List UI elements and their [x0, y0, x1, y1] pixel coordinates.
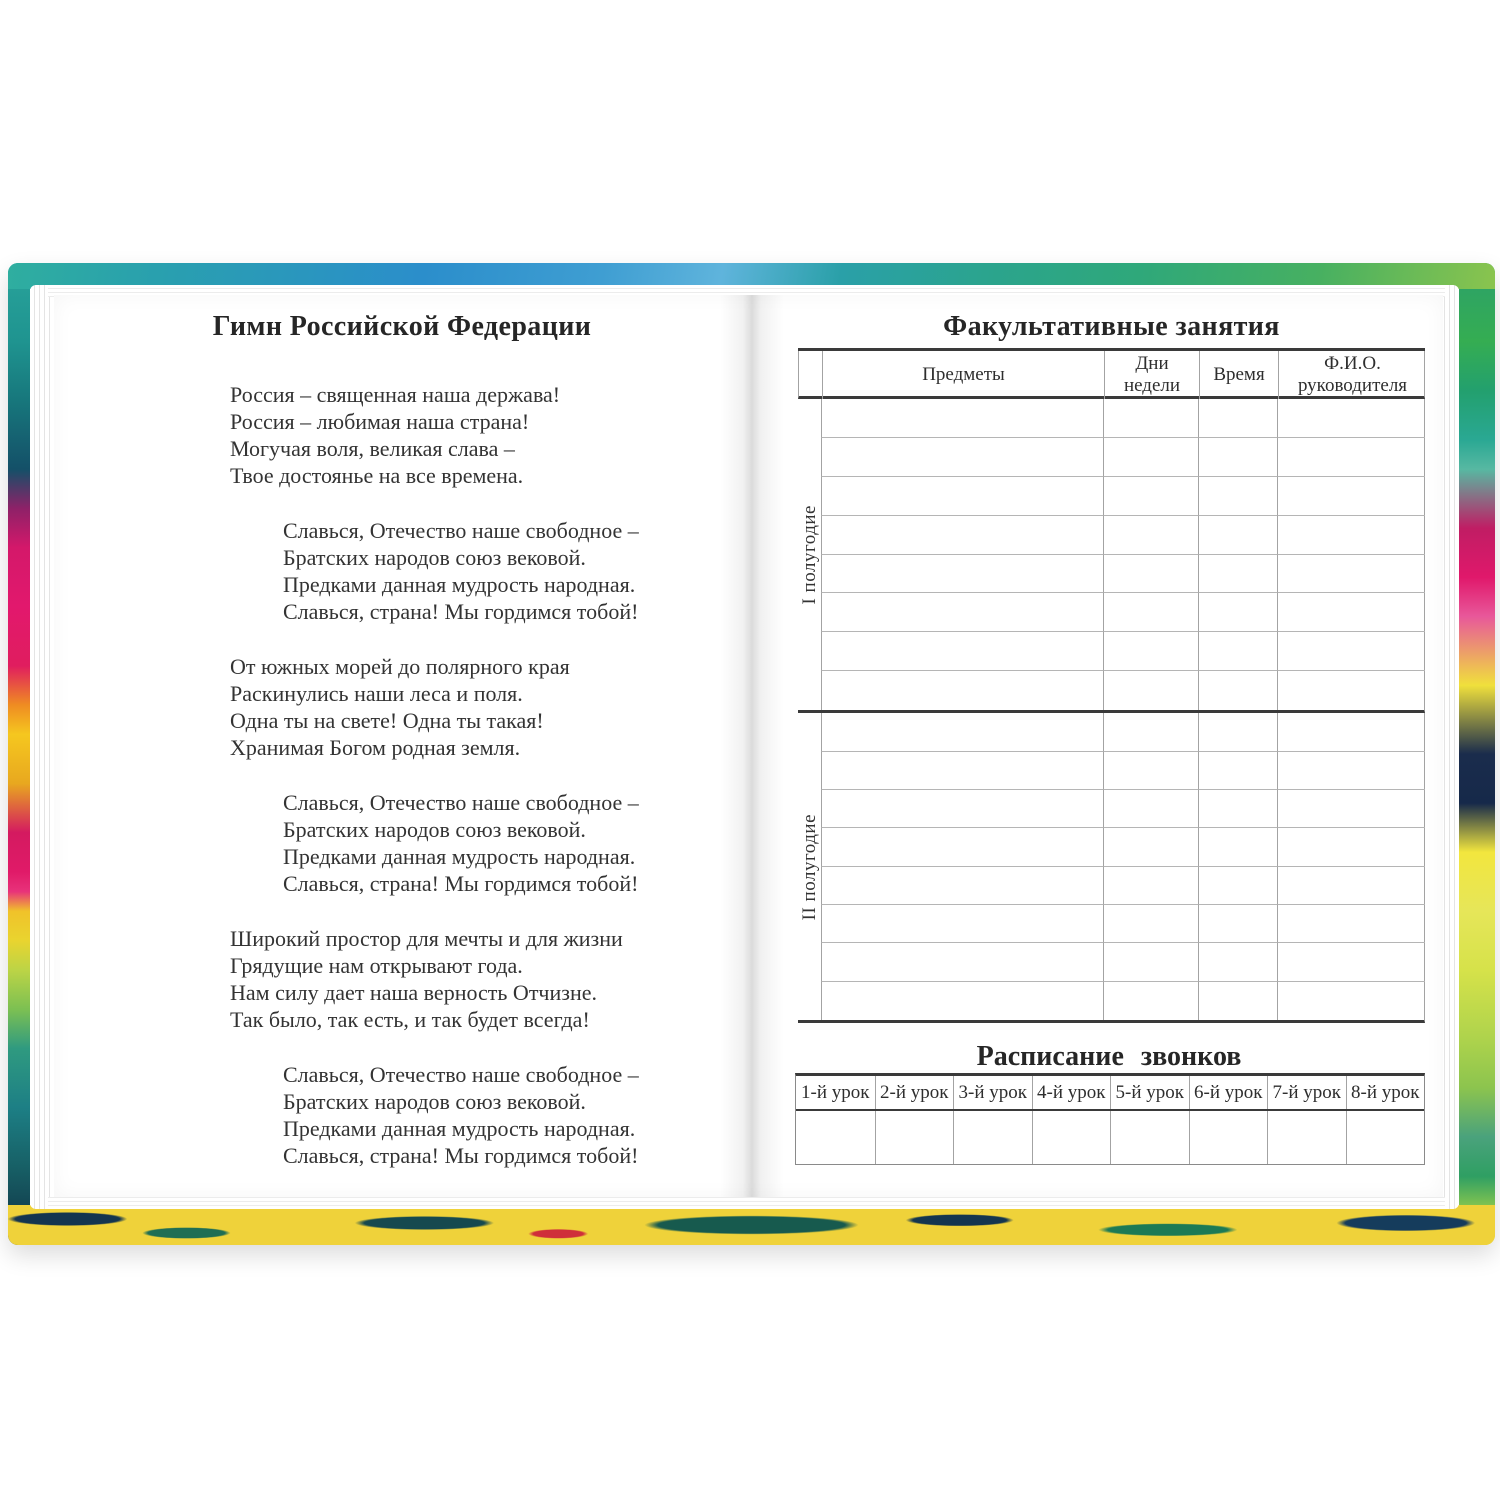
- elective-blank-cell: [821, 982, 1103, 1020]
- diary-book: [8, 263, 1495, 1245]
- poem-line: Славься, страна! Мы гордимся тобой!: [283, 599, 639, 624]
- bell-blank-cell: [953, 1111, 1032, 1164]
- elective-blank-cell: [1198, 828, 1277, 866]
- bells-header-lesson-8: 8-й урок: [1346, 1076, 1425, 1109]
- elective-blank-cell: [1198, 943, 1277, 981]
- elective-blank-cell: [1277, 752, 1425, 790]
- bells-body-row: [796, 1111, 1424, 1164]
- elective-blank-cell: [1103, 516, 1198, 555]
- elective-blank-cell: [1198, 867, 1277, 905]
- poem-line: Предками данная мудрость народная.: [283, 572, 636, 597]
- cover-edge-right: [1459, 263, 1495, 1245]
- electives-header-teacher-name: Ф.И.О. руководителя: [1278, 351, 1426, 399]
- electives-header-weekdays: Дни недели: [1104, 351, 1199, 399]
- poem-line: Могучая воля, великая слава –: [230, 436, 515, 461]
- electives-table: [798, 348, 1425, 1023]
- elective-blank-cell: [1198, 399, 1277, 438]
- bell-blank-cell: [1189, 1111, 1268, 1164]
- page-stack-bottom-edge: [48, 1197, 1445, 1209]
- elective-blank-cell: [1277, 593, 1425, 632]
- elective-blank-cell: [1103, 632, 1198, 671]
- anthem-stanza-refrain: [230, 517, 639, 625]
- elective-blank-cell: [1103, 477, 1198, 516]
- elective-blank-cell: [821, 632, 1103, 671]
- elective-blank-cell: [821, 516, 1103, 555]
- poem-line: Россия – любимая наша страна!: [230, 409, 530, 434]
- elective-blank-cell: [1277, 790, 1425, 828]
- bell-blank-cell: [1346, 1111, 1425, 1164]
- bells-title: Расписание звонков: [976, 1041, 1242, 1072]
- elective-blank-cell: [1277, 982, 1425, 1020]
- elective-blank-cell: [1277, 438, 1425, 477]
- poem-line: Славься, Отечество наше свободное –: [283, 1062, 639, 1087]
- poem-line: Славься, страна! Мы гордимся тобой!: [283, 1143, 639, 1168]
- elective-blank-cell: [1103, 905, 1198, 943]
- elective-blank-cell: [1277, 671, 1425, 710]
- poem-line: Предками данная мудрость народная.: [283, 844, 636, 869]
- bells-header-lesson-5: 5-й урок: [1110, 1076, 1189, 1109]
- elective-blank-cell: [821, 790, 1103, 828]
- bells-header-lesson-2: 2-й урок: [875, 1076, 954, 1109]
- elective-blank-cell: [821, 593, 1103, 632]
- elective-blank-cell: [1198, 516, 1277, 555]
- elective-blank-cell: [1277, 516, 1425, 555]
- elective-blank-cell: [1198, 555, 1277, 594]
- page-stack-left-edge: [30, 285, 56, 1209]
- elective-blank-cell: [1277, 399, 1425, 438]
- elective-blank-cell: [821, 399, 1103, 438]
- bells-header-lesson-1: 1-й урок: [801, 1081, 870, 1103]
- elective-blank-cell: [1103, 713, 1198, 751]
- elective-blank-cell: [1103, 438, 1198, 477]
- elective-blank-cell: [821, 828, 1103, 866]
- cover-edge-bottom: [8, 1205, 1495, 1245]
- anthem-stanza: [230, 925, 639, 1033]
- poem-line: Твое достоянье на все времена.: [230, 463, 524, 488]
- bell-blank-cell: [1110, 1111, 1189, 1164]
- elective-blank-cell: [821, 555, 1103, 594]
- anthem-stanza: [230, 653, 639, 761]
- elective-blank-cell: [821, 671, 1103, 710]
- cover-edge-left: [8, 263, 30, 1245]
- electives-title: Факультативные занятия: [943, 311, 1280, 342]
- electives-page: [750, 295, 1443, 1197]
- poem-line: Славься, Отечество наше свободное –: [283, 518, 639, 543]
- elective-blank-cell: [1198, 671, 1277, 710]
- elective-blank-cell: [821, 713, 1103, 751]
- bells-header-lesson-6: 6-й урок: [1189, 1076, 1268, 1109]
- electives-section-first-half-year: [798, 399, 1425, 713]
- poem-line: Славься, Отечество наше свободное –: [283, 790, 639, 815]
- poem-line: Раскинулись наши леса и поля.: [230, 681, 523, 706]
- elective-blank-cell: [821, 943, 1103, 981]
- section-label-1: [798, 399, 821, 710]
- poem-line: Славься, страна! Мы гордимся тобой!: [283, 871, 639, 896]
- elective-blank-cell: [1198, 632, 1277, 671]
- anthem-poem: [230, 381, 639, 1197]
- elective-blank-cell: [1103, 593, 1198, 632]
- elective-blank-cell: [1198, 713, 1277, 751]
- section-label-2: [798, 713, 821, 1020]
- elective-blank-cell: [1198, 593, 1277, 632]
- poem-line: Хранимая Богом родная земля.: [230, 735, 521, 760]
- bell-blank-cell: [1267, 1111, 1346, 1164]
- electives-section-second-half-year: [798, 713, 1425, 1023]
- bell-blank-cell: [1032, 1111, 1111, 1164]
- anthem-stanza-refrain: [230, 789, 639, 897]
- bells-header-row: [796, 1076, 1424, 1111]
- elective-blank-cell: [1277, 713, 1425, 751]
- bells-table: [795, 1073, 1425, 1165]
- poem-line: Широкий простор для мечты и для жизни: [230, 926, 623, 951]
- poem-line: Братских народов союз вековой.: [283, 545, 586, 570]
- poem-line: Одна ты на свете! Одна ты такая!: [230, 708, 544, 733]
- elective-blank-cell: [1103, 555, 1198, 594]
- section-label-2-text: II полугодие: [798, 813, 820, 920]
- elective-blank-cell: [821, 477, 1103, 516]
- elective-blank-cell: [1103, 867, 1198, 905]
- poem-line: Предками данная мудрость народная.: [283, 1116, 636, 1141]
- elective-blank-cell: [1198, 790, 1277, 828]
- poem-line: Нам силу дает наша верность Отчизне.: [230, 980, 597, 1005]
- electives-header-subjects: Предметы: [822, 351, 1104, 399]
- elective-blank-cell: [1277, 555, 1425, 594]
- elective-blank-cell: [1277, 905, 1425, 943]
- elective-blank-cell: [1103, 671, 1198, 710]
- section-label-1-text: I полугодие: [798, 504, 820, 605]
- bell-blank-cell: [796, 1111, 875, 1164]
- electives-header-row: [798, 351, 1425, 399]
- elective-blank-cell: [1198, 752, 1277, 790]
- elective-blank-cell: [821, 867, 1103, 905]
- poem-line: Братских народов союз вековой.: [283, 817, 586, 842]
- elective-blank-cell: [821, 752, 1103, 790]
- elective-blank-cell: [1277, 477, 1425, 516]
- bell-blank-cell: [875, 1111, 954, 1164]
- bells-header-lesson-4: 4-й урок: [1032, 1076, 1111, 1109]
- elective-blank-cell: [1198, 982, 1277, 1020]
- open-pages: [54, 295, 1443, 1197]
- bells-header-lesson-3: 3-й урок: [953, 1076, 1032, 1109]
- poem-line: Так было, так есть, и так будет всегда!: [230, 1007, 590, 1032]
- poem-line: От южных морей до полярного края: [230, 654, 570, 679]
- anthem-stanza: [230, 381, 639, 489]
- elective-blank-cell: [1198, 438, 1277, 477]
- electives-header-time: Время: [1199, 351, 1278, 399]
- anthem-page: [54, 295, 750, 1197]
- elective-blank-cell: [1103, 828, 1198, 866]
- elective-blank-cell: [1277, 828, 1425, 866]
- poem-line: Россия – священная наша держава!: [230, 382, 561, 407]
- elective-blank-cell: [1103, 982, 1198, 1020]
- elective-blank-cell: [821, 438, 1103, 477]
- elective-blank-cell: [1277, 943, 1425, 981]
- electives-header-label-cell: [799, 351, 822, 399]
- elective-blank-cell: [1103, 943, 1198, 981]
- elective-blank-cell: [1198, 477, 1277, 516]
- anthem-stanza-refrain: [230, 1061, 639, 1169]
- elective-blank-cell: [821, 905, 1103, 943]
- elective-blank-cell: [1198, 905, 1277, 943]
- poem-line: Грядущие нам открывают года.: [230, 953, 523, 978]
- elective-blank-cell: [1103, 399, 1198, 438]
- elective-blank-cell: [1103, 790, 1198, 828]
- elective-blank-cell: [1103, 752, 1198, 790]
- elective-blank-cell: [1277, 867, 1425, 905]
- elective-blank-cell: [1277, 632, 1425, 671]
- poem-line: Братских народов союз вековой.: [283, 1089, 586, 1114]
- anthem-title: Гимн Российской Федерации: [212, 311, 592, 342]
- bells-header-lesson-7: 7-й урок: [1267, 1076, 1346, 1109]
